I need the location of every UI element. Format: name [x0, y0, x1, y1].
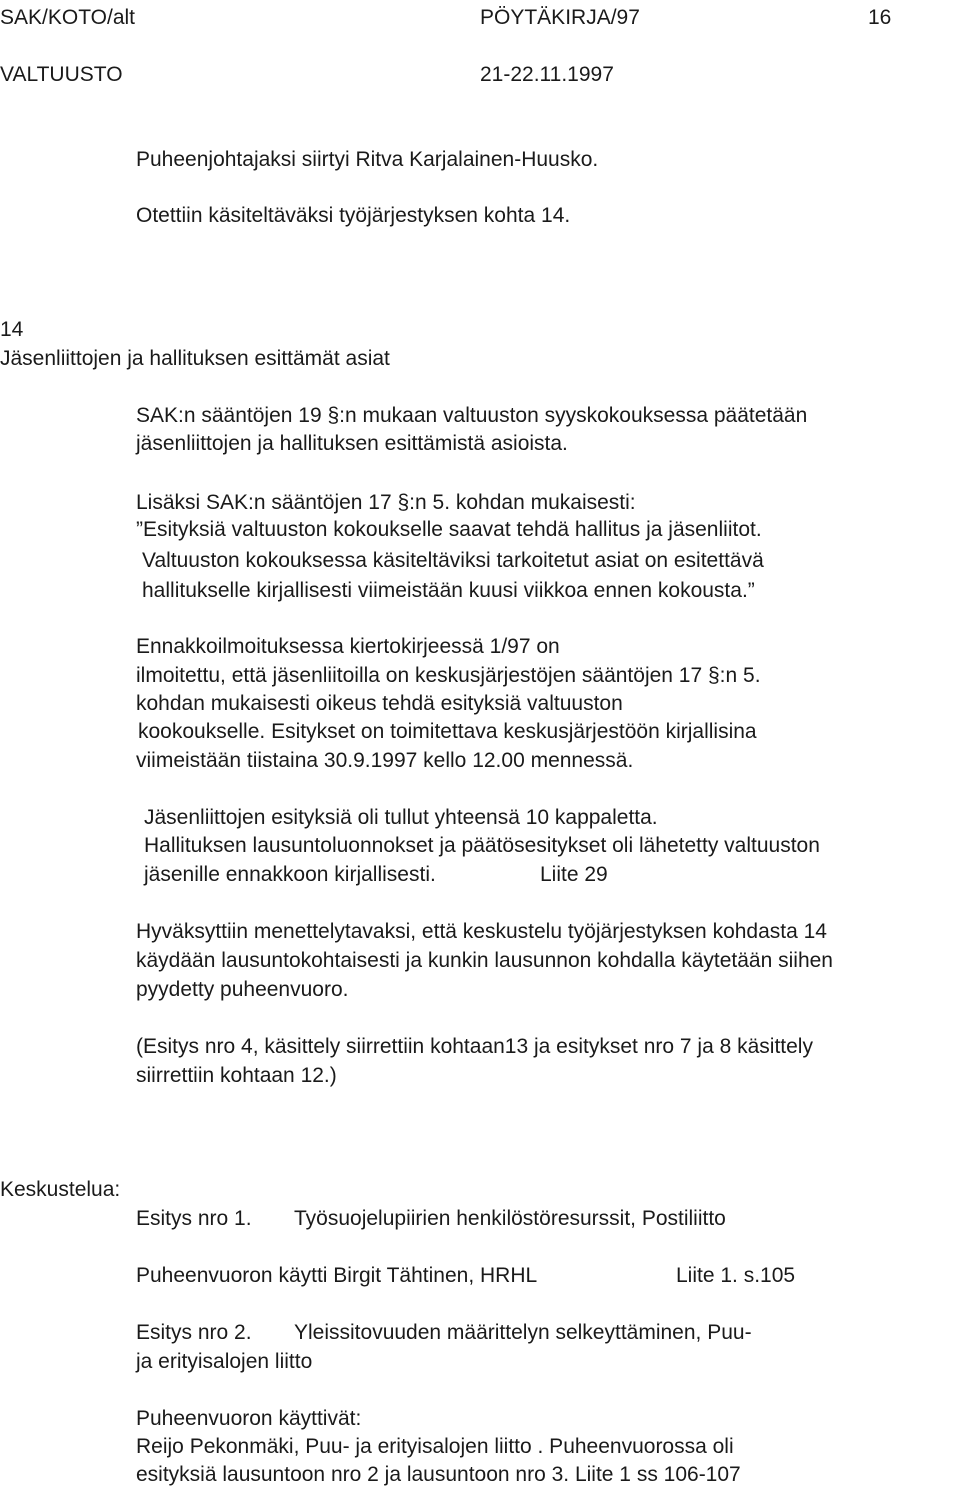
paragraph-line: Valtuuston kokouksessa käsiteltäviksi tarkoitetut asiat on esitettävä — [142, 549, 764, 572]
intro-chair: Puheenjohtajaksi siirtyi Ritva Karjalainen-Huusko. — [136, 148, 599, 171]
paragraph-line: Lisäksi SAK:n sääntöjen 17 §:n 5. kohdan mukaisesti: — [136, 491, 636, 514]
discussion-label: Keskustelua: — [0, 1178, 121, 1201]
paragraph-line: kookoukselle. Esitykset on toimitettava keskusjärjestöön kirjallisina — [138, 720, 757, 743]
section-number: 14 — [0, 318, 24, 341]
paragraph-line: (Esitys nro 4, käsittely siirrettiin kohtaan13 ja esitykset nro 7 ja 8 käsittely — [136, 1035, 813, 1058]
paragraph-line: ”Esityksiä valtuuston kokoukselle saavat tehdä hallitus ja jäsenliitot. — [136, 518, 762, 541]
header-body: VALTUUSTO — [0, 63, 123, 86]
intro-agenda-item: Otettiin käsiteltäväksi työjärjestyksen kohta 14. — [136, 204, 571, 227]
speaker-line: Reijo Pekonmäki, Puu- ja erityisalojen liitto . Puheenvuorossa oli — [136, 1435, 734, 1458]
paragraph-line: SAK:n sääntöjen 19 §:n mukaan valtuuston syyskokouksessa päätetään — [136, 404, 808, 427]
paragraph-line: jäsenille ennakkoon kirjallisesti. — [144, 863, 436, 886]
paragraph-line: jäsenliittojen ja hallituksen esittämistä asioista. — [136, 432, 568, 455]
paragraph-line: hallitukselle kirjallisesti viimeistään kuusi viikkoa ennen kokousta.” — [142, 579, 755, 602]
speaker-line: Puheenvuoron käytti Birgit Tähtinen, HRHL — [136, 1264, 538, 1287]
attachment-reference: Liite 1. s.105 — [676, 1264, 796, 1287]
header-org: SAK/KOTO/alt — [0, 6, 135, 29]
proposal-title: Yleissitovuuden määrittelyn selkeyttäminen, Puu- — [294, 1321, 752, 1344]
proposal-number: Esitys nro 1. — [136, 1207, 252, 1230]
paragraph-line: siirrettiin kohtaan 12.) — [136, 1064, 337, 1087]
paragraph-line: Hyväksyttiin menettelytavaksi, että keskustelu työjärjestyksen kohdasta 14 — [136, 920, 827, 943]
header-date: 21-22.11.1997 — [480, 63, 614, 86]
paragraph-line: käydään lausuntokohtaisesti ja kunkin lausunnon kohdalla käytetään siihen — [136, 949, 833, 972]
proposal-title: Työsuojelupiirien henkilöstöresurssit, Postiliitto — [294, 1207, 726, 1230]
paragraph-line: Hallituksen lausuntoluonnokset ja päätösesitykset oli lähetetty valtuuston — [144, 834, 820, 857]
paragraph-line: Ennakkoilmoituksessa kiertokirjeessä 1/97 on — [136, 635, 560, 658]
speaker-line: esityksiä lausuntoon nro 2 ja lausuntoon nro 3. Liite 1 ss 106-107 — [136, 1463, 741, 1486]
paragraph-line: viimeistään tiistaina 30.9.1997 kello 12.00 mennessä. — [136, 749, 634, 772]
paragraph-line: ilmoitettu, että jäsenliitoilla on keskusjärjestöjen sääntöjen 17 §:n 5. — [136, 664, 761, 687]
paragraph-line: kohdan mukaisesti oikeus tehdä esityksiä valtuuston — [136, 692, 623, 715]
proposal-number: Esitys nro 2. — [136, 1321, 252, 1344]
proposal-title-continued: ja erityisalojen liitto — [136, 1350, 313, 1373]
paragraph-line: Jäsenliittojen esityksiä oli tullut yhteensä 10 kappaletta. — [144, 806, 658, 829]
section-title: Jäsenliittojen ja hallituksen esittämät asiat — [0, 347, 390, 370]
attachment-reference: Liite 29 — [540, 863, 608, 886]
speakers-label: Puheenvuoron käyttivät: — [136, 1407, 362, 1430]
paragraph-line: pyydetty puheenvuoro. — [136, 978, 349, 1001]
header-doc-type: PÖYTÄKIRJA/97 — [480, 6, 640, 29]
page-number: 16 — [868, 6, 892, 29]
